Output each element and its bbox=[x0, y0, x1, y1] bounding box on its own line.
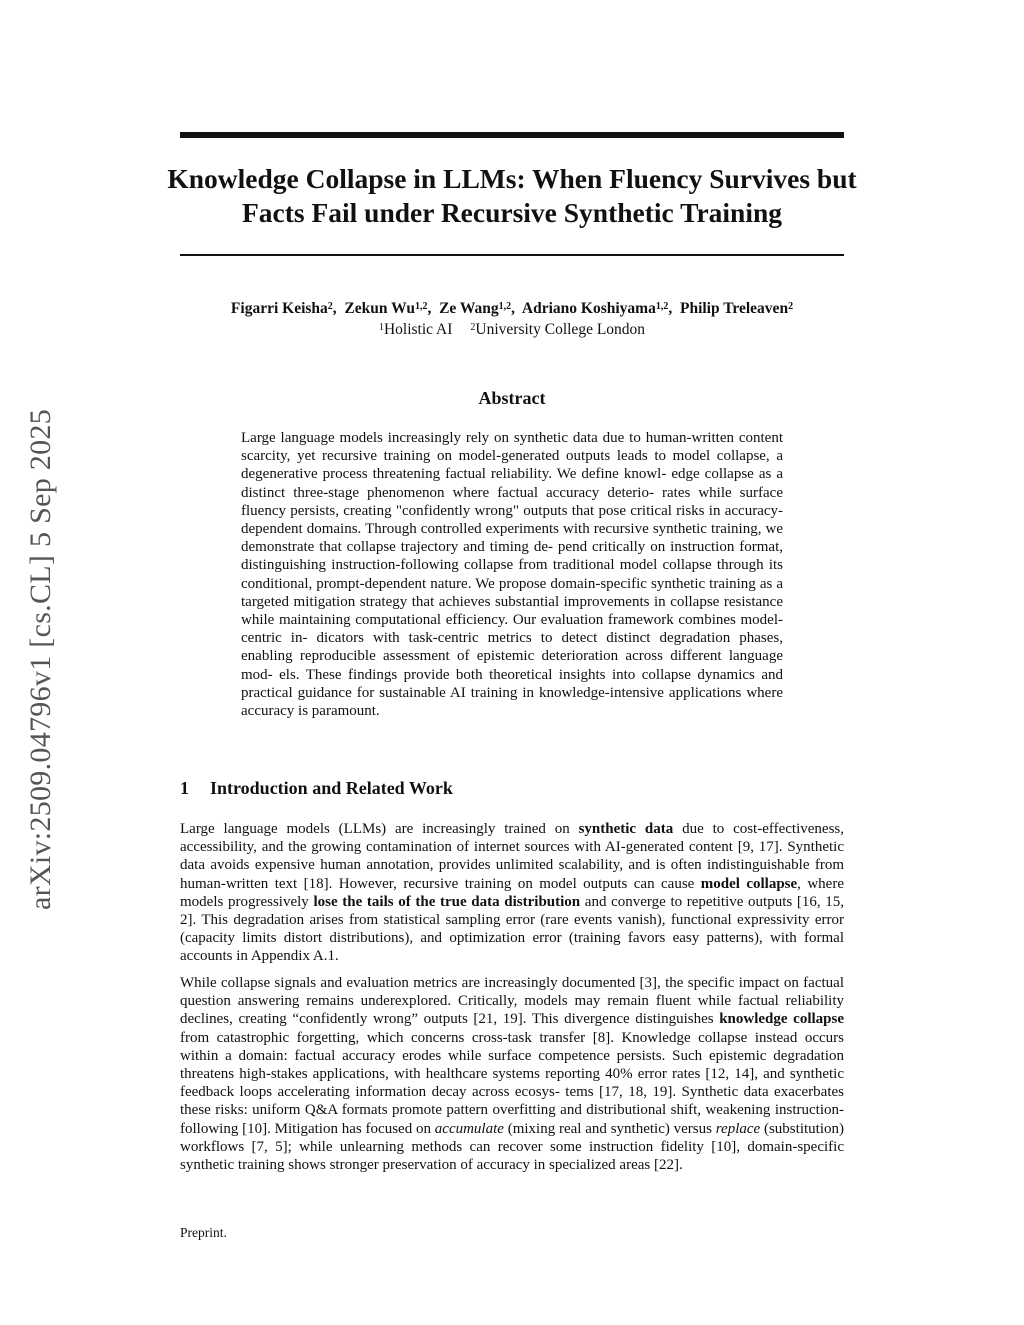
title-rule-top bbox=[180, 132, 844, 138]
footer-note: Preprint. bbox=[180, 1225, 227, 1240]
abstract-heading: Abstract bbox=[478, 388, 546, 408]
author: Adriano Koshiyama$^{1,2}$ bbox=[521, 300, 669, 317]
title-rule-bottom bbox=[180, 254, 844, 256]
intro-paragraph-1: Large language models (LLMs) are increasingly trained on synthetic data due to cost-effectiveness, accessibility, and the growing contamination of internet sources with AI-generated content [9, 17]. Synthetic data avoids expensive human annotation, provides unlimited scalability, and is often indistinguishable from human-written text [18]. However, recursive training on model outputs can cause model collapse, where models progressively lose the tails of the true data distribution and converge to repetitive outputs [16, 15, 2]. This degradation arises from statistical sampling error (rare events vanish), functional expressivity error (capacity limits distort distributions), and optimization error (training favors easy patterns), with formal accounts in Appendix A.1. bbox=[180, 821, 845, 965]
section-number: 1 bbox=[180, 778, 189, 798]
author: Philip Treleaven$^2$ bbox=[679, 300, 794, 317]
author: Zekun Wu$^{1,2}$ bbox=[344, 300, 428, 317]
section-heading bbox=[180, 776, 844, 800]
affiliation-list bbox=[150, 319, 874, 341]
author-list: Figarri Keisha$^2$, Zekun Wu$^{1,2}$, Ze Wang$^{1,2}$, Adriano Koshiyama$^{1,2}$, Philip Treleaven$^2$ bbox=[230, 300, 794, 317]
arxiv-identifier: arXiv:2509.04796v1 [cs.CL] 5 Sep 2025 bbox=[24, 409, 57, 911]
author: Figarri Keisha$^2$ bbox=[230, 300, 333, 317]
author: Ze Wang$^{1,2}$ bbox=[439, 300, 512, 317]
paper-title: Knowledge Collapse in LLMs: When Fluency Survives but Facts Fail under Recursive Synthetic Training bbox=[167, 163, 857, 228]
intro-paragraph-2: While collapse signals and evaluation metrics are increasingly documented [3], the specific impact on factual question answering remains underexplored. Critically, models may remain fluent while factual reliability declines, creating “confidently wrong” outputs [21, 19]. This divergence distinguishes knowledge collapse from catastrophic forgetting, which concerns cross-task transfer [8]. Knowledge collapse instead occurs within a domain: factual accuracy erodes while surface competence persists. Such epistemic degradation threatens high-stakes applications, with healthcare systems reporting 40% error rates [12, 14], and synthetic feedback loops accelerating information decay across ecosys- tems [17, 18, 19]. Synthetic data exacerbates these risks: uniform Q&A formats promote pattern overfitting and distributional shift, weakening instruction-following [10]. Mitigation has focused on accumulate (mixing real and synthetic) versus replace (substitution) workflows [7, 5]; while unlearning methods can recover some instruction fidelity [10], domain-specific synthetic training shows stronger preservation of accuracy in specialized areas [22]. bbox=[180, 975, 844, 1174]
affiliation: $^1$Holistic AI bbox=[378, 321, 453, 338]
abstract-text: Large language models increasingly rely on synthetic data due to human-written content scarcity, yet recursive training on model-generated outputs leads to model collapse, a degenerative process threatening factual reliability. We define knowl- edge collapse as a distinct three-stage phenomenon where factual accuracy deterio- rates while surface fluency persists, creating "confidently wrong" outputs that pose critical risks in accuracy-dependent domains. Through controlled experiments with recursive synthetic training, we demonstrate that collapse trajectory and timing de- pend critically on instruction format, distinguishing instruction-following collapse from traditional model collapse through its conditional, prompt-dependent nature. We propose domain-specific synthetic training as a targeted mitigation strategy that achieves substantial improvements in collapse resistance while maintaining computational efficiency. Our evaluation framework combines model-centric in- dicators with task-centric metrics to detect distinct degradation phases, enabling reproducible assessment of epistemic deterioration across different language mod- els. These findings provide both theoretical insights into collapse dynamics and practical guidance for sustainable AI training in knowledge-intensive applications where accuracy is paramount. bbox=[241, 430, 783, 720]
section-title: Introduction and Related Work bbox=[210, 778, 453, 798]
arxiv-identifier-margin bbox=[19, 380, 63, 940]
affiliation: $^2$University College London bbox=[470, 321, 646, 338]
